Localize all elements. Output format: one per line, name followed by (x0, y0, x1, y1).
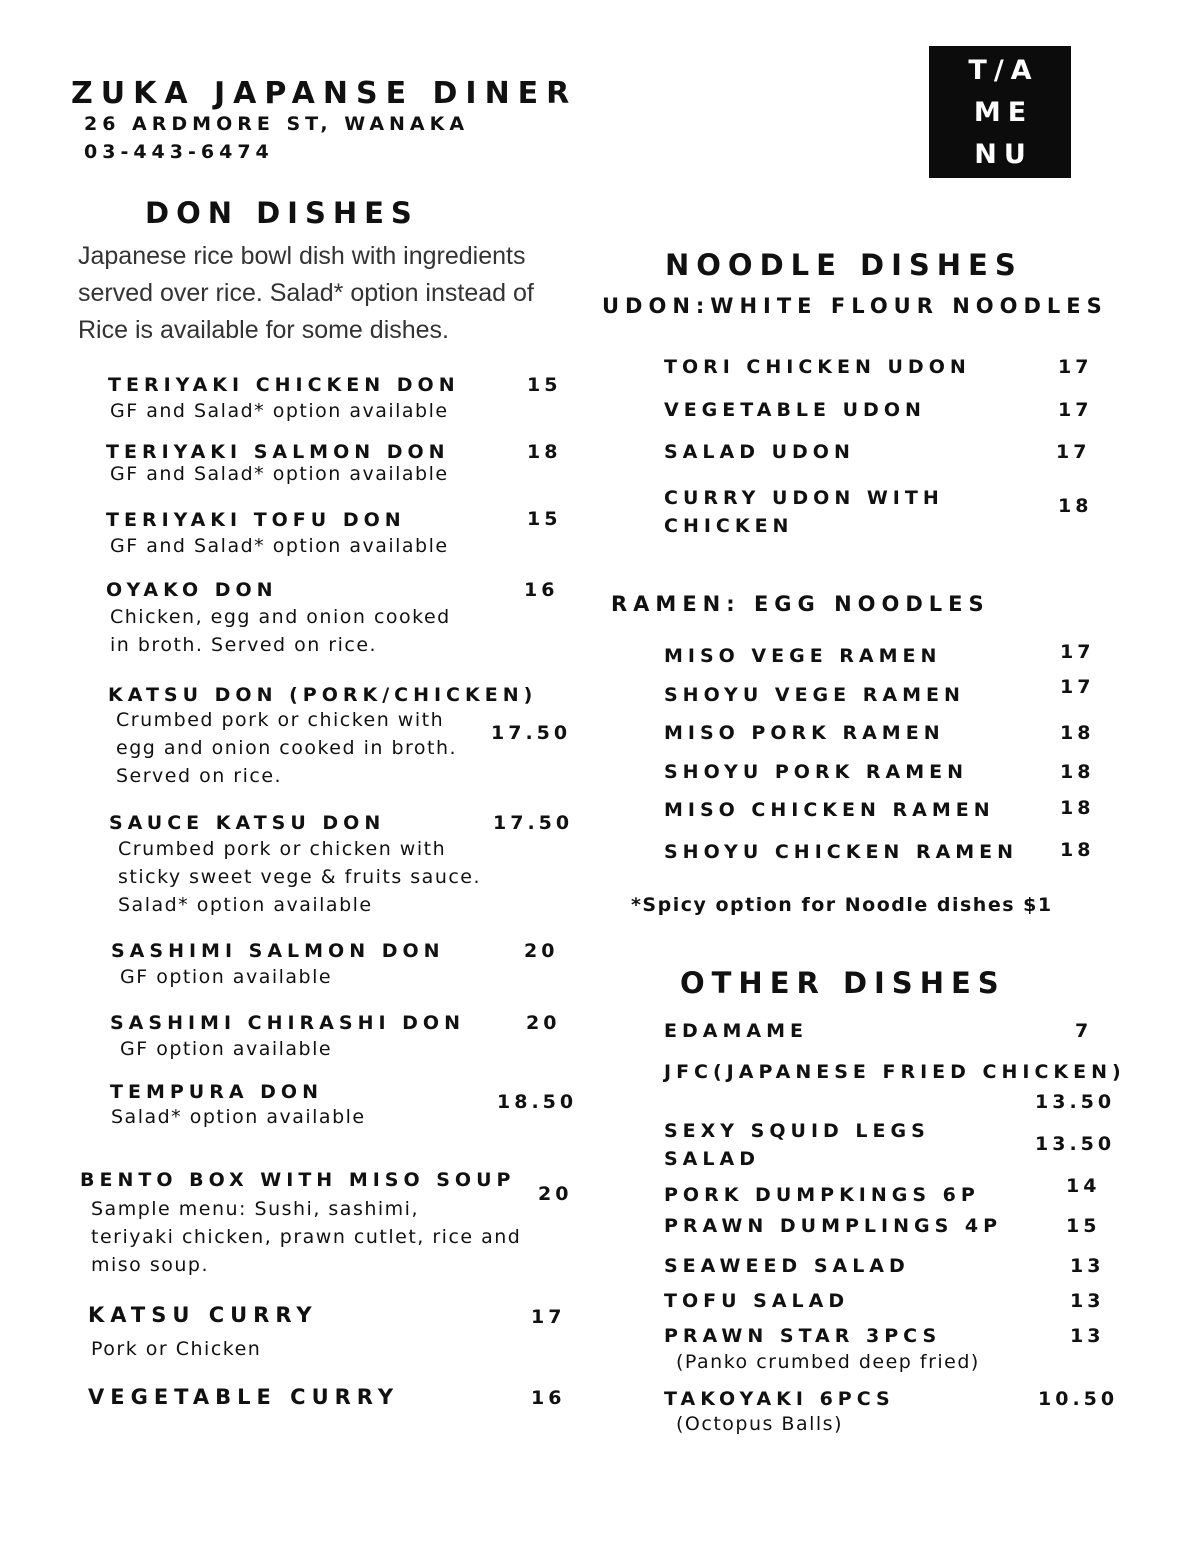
menu-item-desc: Served on rice. (116, 765, 283, 787)
menu-item-name: BENTO BOX WITH MISO SOUP (80, 1169, 516, 1191)
menu-item-desc: Crumbed pork or chicken with (118, 838, 447, 860)
menu-item-desc: miso soup. (91, 1254, 210, 1276)
menu-item-price: 18 (1060, 761, 1095, 783)
menu-item-desc: teriyaki chicken, prawn cutlet, rice and (91, 1226, 522, 1248)
menu-item-desc: GF option available (120, 966, 333, 988)
restaurant-address: 26 ARDMORE ST, WANAKA (84, 113, 470, 135)
menu-item-desc: (Octopus Balls) (676, 1413, 843, 1435)
badge-line: NU (974, 139, 1033, 170)
menu-item-price: 15 (527, 508, 562, 530)
menu-item-price: 13 (1070, 1290, 1105, 1312)
section-title-don: DON DISHES (145, 196, 419, 230)
menu-item-desc: sticky sweet vege & fruits sauce. (118, 866, 482, 888)
menu-item-name: SALAD (664, 1148, 760, 1170)
menu-item-name: SHOYU PORK RAMEN (664, 761, 969, 783)
spicy-option-note: *Spicy option for Noodle dishes $1 (631, 894, 1053, 916)
menu-item-name: SEXY SQUID LEGS (664, 1120, 930, 1142)
menu-item-price: 17.50 (491, 722, 572, 744)
menu-item-name: PORK DUMPKINGS 6P (664, 1184, 980, 1206)
badge-line: T/A (968, 55, 1039, 86)
menu-item-name: VEGETABLE UDON (664, 399, 926, 421)
menu-item-name: CURRY UDON WITH (664, 487, 944, 509)
menu-item-price: 17 (1060, 641, 1095, 663)
menu-item-price: 18 (1060, 839, 1095, 861)
menu-item-desc: Salad* option available (118, 894, 373, 916)
menu-item-desc: GF option available (120, 1038, 333, 1060)
menu-item-name: SASHIMI SALMON DON (111, 940, 445, 962)
menu-item-price: 17 (1056, 441, 1091, 463)
menu-item-desc: in broth. Served on rice. (110, 634, 378, 656)
menu-item-price: 13.50 (1035, 1133, 1116, 1155)
menu-item-desc: Sample menu: Sushi, sashimi, (91, 1198, 419, 1220)
menu-item-desc: egg and onion cooked in broth. (116, 737, 458, 759)
menu-item-price: 13.50 (1035, 1091, 1116, 1113)
menu-item-price: 13 (1070, 1325, 1105, 1347)
menu-item-price: 20 (524, 940, 559, 962)
menu-item-name: SASHIMI CHIRASHI DON (110, 1012, 465, 1034)
menu-item-price: 17 (1060, 676, 1095, 698)
menu-item-name: TEMPURA DON (110, 1081, 323, 1103)
menu-item-name: JFC(JAPANESE FRIED CHICKEN) (664, 1061, 1126, 1083)
menu-item-price: 17 (1058, 356, 1093, 378)
menu-item-name: KATSU DON (PORK/CHICKEN) (108, 684, 538, 706)
menu-item-desc: GF and Salad* option available (110, 535, 449, 557)
menu-item-price: 18 (1060, 797, 1095, 819)
menu-item-price: 20 (526, 1012, 561, 1034)
menu-item-name: MISO VEGE RAMEN (664, 645, 942, 667)
menu-item-name: CHICKEN (664, 515, 794, 537)
menu-item-name: PRAWN DUMPLINGS 4P (664, 1215, 1003, 1237)
menu-item-price: 17 (1058, 399, 1093, 421)
menu-item-name: SHOYU VEGE RAMEN (664, 684, 965, 706)
menu-item-price: 15 (527, 374, 562, 396)
subsection-title-ramen: RAMEN: EGG NOODLES (611, 592, 990, 616)
menu-item-price: 18.50 (497, 1091, 578, 1113)
menu-item-price: 18 (1058, 495, 1093, 517)
menu-item-price: 18 (1060, 722, 1095, 744)
menu-item-name: SAUCE KATSU DON (109, 812, 386, 834)
menu-item-price: 20 (538, 1183, 573, 1205)
menu-item-desc: Salad* option available (111, 1106, 366, 1128)
menu-item-price: 17 (531, 1306, 566, 1328)
menu-item-price: 14 (1066, 1175, 1101, 1197)
menu-item-desc: Crumbed pork or chicken with (116, 709, 445, 731)
menu-item-name: KATSU CURRY (88, 1303, 318, 1327)
menu-item-name: EDAMAME (664, 1020, 808, 1042)
menu-item-price: 16 (524, 579, 559, 601)
menu-item-price: 18 (527, 441, 562, 463)
menu-item-name: SHOYU CHICKEN RAMEN (664, 841, 1019, 863)
menu-item-desc: (Panko crumbed deep fried) (676, 1351, 980, 1373)
menu-item-name: TOFU SALAD (664, 1290, 850, 1312)
menu-item-name: TERIYAKI CHICKEN DON (108, 374, 460, 396)
badge-line: ME (973, 97, 1034, 128)
menu-item-name: SEAWEED SALAD (664, 1255, 910, 1277)
menu-item-price: 17.50 (493, 812, 574, 834)
menu-item-desc: GF and Salad* option available (110, 463, 449, 485)
menu-item-name: TORI CHICKEN UDON (664, 356, 971, 378)
menu-item-name: MISO CHICKEN RAMEN (664, 799, 995, 821)
menu-item-name: TAKOYAKI 6PCS (664, 1388, 895, 1410)
restaurant-phone: 03-443-6474 (84, 141, 274, 163)
don-intro: Japanese rice bowl dish with ingredients served over rice. Salad* option instead of Rice is available for some dishes. (78, 242, 534, 344)
menu-item-desc: Pork or Chicken (91, 1338, 262, 1360)
menu-item-price: 13 (1070, 1255, 1105, 1277)
menu-item-desc: Chicken, egg and onion cooked (110, 606, 451, 628)
menu-item-name: TERIYAKI SALMON DON (106, 441, 450, 463)
section-title-other: OTHER DISHES (680, 966, 1006, 1000)
menu-item-name: SALAD UDON (664, 441, 855, 463)
menu-item-desc: GF and Salad* option available (110, 400, 449, 422)
menu-item-name: VEGETABLE CURRY (88, 1385, 400, 1409)
menu-item-price: 10.50 (1038, 1388, 1119, 1410)
menu-item-price: 16 (531, 1387, 566, 1409)
menu-item-price: 15 (1066, 1215, 1101, 1237)
restaurant-name: ZUKA JAPANSE DINER (71, 76, 578, 111)
takeaway-menu-badge (929, 46, 1071, 178)
menu-item-name: MISO PORK RAMEN (664, 722, 945, 744)
section-title-noodle: NOODLE DISHES (665, 248, 1023, 282)
subsection-title-udon: UDON:WHITE FLOUR NOODLES (602, 294, 1108, 318)
menu-item-name: TERIYAKI TOFU DON (106, 509, 406, 531)
menu-item-name: PRAWN STAR 3PCS (664, 1325, 942, 1347)
menu-item-name: OYAKO DON (106, 579, 278, 601)
menu-item-price: 7 (1075, 1020, 1093, 1042)
